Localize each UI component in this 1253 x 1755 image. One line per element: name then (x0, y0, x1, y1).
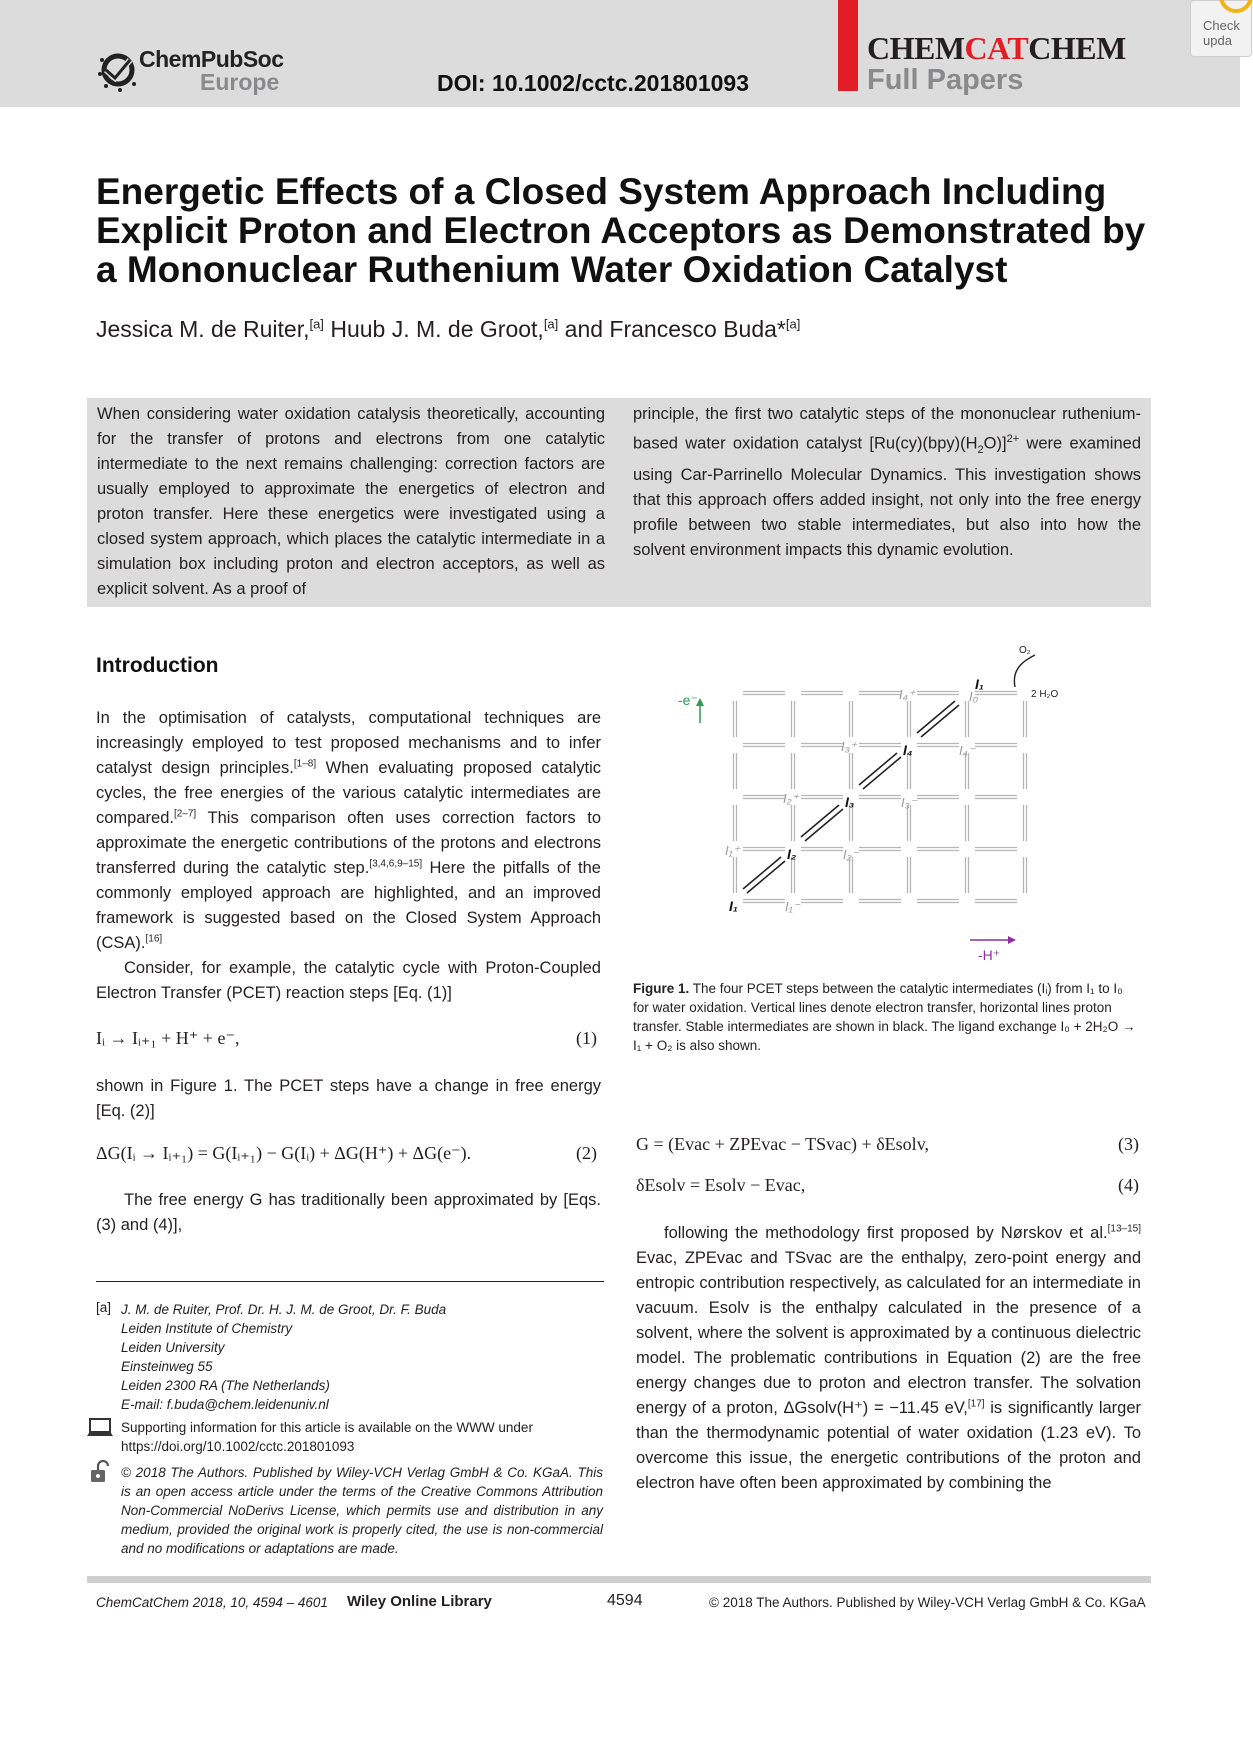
ref-1-8[interactable]: [1–8] (293, 758, 317, 770)
pcet-step-line (805, 809, 843, 841)
page-number: 4594 (607, 1592, 643, 1609)
label-i4-plus: I₄⁺ (899, 687, 915, 702)
logo-line2: Europe (200, 69, 280, 95)
proton-arrowhead (1008, 936, 1016, 944)
p1-text-a: In the optimisation of catalysts, computational techniques are increasingly employed to test proposed mechanisms and to infer catalyst design principles. (96, 709, 601, 777)
affiliation-line: Leiden University (121, 1340, 225, 1355)
label-minus-proton: -H⁺ (978, 947, 1001, 963)
figure-1-label: Figure 1. (633, 981, 690, 996)
open-access-lock-icon (88, 1460, 112, 1484)
ref-2-7[interactable]: [2–7] (173, 808, 197, 820)
ref-3-15[interactable]: [3,4,6,9–15] (369, 858, 423, 870)
logo-line1: ChemPubSoc (139, 46, 284, 72)
label-o2: O₂ (1019, 645, 1031, 656)
label-i1: I₁ (729, 898, 738, 914)
pcet-grid (696, 655, 1035, 944)
label-i1-plus: I₁⁺ (725, 843, 740, 858)
label-i2-minus: I₂⁻ (843, 847, 859, 862)
journal-part3: CHEM (1028, 30, 1126, 66)
affiliation-line: J. M. de Ruiter, Prof. Dr. H. J. M. de Groot, Dr. F. Buda (121, 1302, 447, 1317)
label-i3-plus: I₃⁺ (841, 739, 857, 754)
ref-16[interactable]: [16] (145, 933, 163, 945)
pcet-step-line (921, 705, 959, 737)
check-for-updates-button[interactable] (1190, 0, 1252, 57)
affiliation-line: Leiden Institute of Chemistry (121, 1321, 293, 1336)
abstract-left-column: When considering water oxidation catalysis theoretically, accounting for the transfer of protons and electrons from one catalytic intermediate to the next remains challenging: correction factors are usually employed to approximate the energetics of electron and proton transfer. Here these energetics were investigated using a closed system approach, which places the catalytic intermediate in a simulation box including proton and electron acceptors, as well as explicit solvent. As a proof of (97, 405, 605, 598)
label-i0: I₀ (969, 689, 979, 704)
author-1[interactable]: Jessica M. de Ruiter, (96, 316, 310, 342)
author-list (96, 316, 800, 343)
label-minus-electron: -e⁻ (678, 692, 698, 708)
equation-4-number: (4) (1118, 1175, 1139, 1195)
pcet-step-line (859, 753, 897, 785)
introduction-heading: Introduction (96, 654, 219, 677)
journal-red-bar (838, 0, 858, 91)
pcet-step-line (743, 857, 781, 889)
pcet-step-line (801, 805, 839, 837)
ref-17[interactable]: [17] (967, 1398, 985, 1410)
intro-paragraph-2: Consider, for example, the catalytic cycle with Proton-Coupled Electron Transfer (PCET) reaction steps [Eq. (1)] (96, 959, 601, 1002)
p5-text-a: following the methodology first proposed by Nørskov et al. (664, 1224, 1108, 1242)
equation-2-number: (2) (576, 1143, 597, 1163)
p1-text-d: Here the pitfalls of the commonly employed approach are highlighted, and an improved framework is suggested based on the Closed System Approach (CSA). (96, 859, 601, 952)
label-i4: I₄ (903, 742, 913, 758)
journal-name (867, 30, 1126, 67)
label-i2-plus: I₂⁺ (783, 791, 799, 806)
abstract-right-sup: 2+ (1006, 433, 1020, 445)
journal-part1: CHEM (867, 30, 965, 66)
p5-text-b: Evac, ZPEvac and TSvac are the enthalpy, zero-point energy and entropic contribution respectively, as calculated for an intermediate in vacuum. Esolv is the enthalpy calculated in the presence of a solvent, where the solvent is approximated by a continuous dielectric model. The problematic contributions in Equation (2) are the free energy changes due to proton and electron transfer. The solvation energy of a proton, ΔGsolv(H⁺) = −11.45 eV, (636, 1249, 1141, 1417)
figure-1-caption-text: The four PCET steps between the catalytic intermediates (Iᵢ) from I₁ to I₀ for water oxidation. Vertical lines denote electron transfer, horizontal lines proton transfer. Stable intermediates are shown in black. The ligand exchange I₀ + 2H₂O → I₁ + O₂ is also shown. (633, 981, 1136, 1053)
supporting-information-note[interactable]: Supporting information for this article is available on the WWW under https://doi.org/10.1002/cctc.201801093 (121, 1420, 533, 1454)
abstract-box (87, 398, 1151, 607)
equation-4: δEsolv = Esolv − Evac, (636, 1175, 806, 1195)
label-2h2o: 2 H₂O (1031, 689, 1059, 700)
affiliation-line: Einsteinweg 55 (121, 1359, 213, 1374)
journal-header (0, 0, 1240, 107)
author-2[interactable]: Huub J. M. de Groot, (323, 316, 544, 342)
laptop-icon (86, 1417, 114, 1439)
pcet-labels (678, 645, 1058, 963)
label-i4-minus: I₄⁻ (959, 743, 975, 758)
affiliation-line: Leiden 2300 RA (The Netherlands) (121, 1378, 330, 1393)
ligand-exchange-arrow (1014, 655, 1035, 687)
affiliation-email[interactable]: E-mail: f.buda@chem.leidenuniv.nl (121, 1397, 329, 1412)
abstract-right-sub: 2 (977, 443, 984, 456)
figure-1-caption (633, 979, 1141, 1055)
footer-copyright: © 2018 The Authors. Published by Wiley-VCH Verlag GmbH & Co. KGaA (709, 1595, 1146, 1610)
label-i1-minus: I₁⁻ (785, 899, 800, 914)
p1-text-c: This comparison often uses correction factors to approximate the energetic contributions of the protons and electrons transferred during the catalytic step. (96, 809, 601, 877)
equation-1-number: (1) (576, 1028, 597, 1048)
author-1-affiliation: [a] (309, 316, 324, 332)
footer-journal-reference: ChemCatChem 2018, 10, 4594 – 4601 (96, 1595, 328, 1610)
label-i3-minus: I₃⁻ (901, 795, 917, 810)
abstract-right-column (633, 402, 1141, 563)
label-i1-regenerated: I₁ (975, 676, 984, 692)
doi-link[interactable]: DOI: 10.1002/cctc.201801093 (437, 70, 750, 96)
right-paragraph-1 (636, 1221, 1141, 1496)
intro-paragraph-1 (96, 706, 601, 956)
intro-paragraph-3: shown in Figure 1. The PCET steps have a change in free energy [Eq. (2)] (96, 1077, 601, 1120)
article-title: Energetic Effects of a Closed System Approach Including Explicit Proton and Electron Acceptors as Demonstrated by a Mononuclear Ruthenium Water Oxidation Catalyst (96, 171, 1146, 290)
pcet-step-line (917, 701, 955, 733)
abstract-right-part1: principle, the first two catalytic steps of the mononuclear ruthenium-based water oxidation catalyst [Ru(cy)(bpy)(H (633, 405, 1141, 453)
author-3[interactable]: and Francesco Buda* (558, 316, 786, 342)
affiliation-block (121, 1300, 601, 1414)
label-i3: I₃ (845, 794, 855, 810)
p5-text-c: is significantly larger than the thermodynamic potential of water oxidation (1.23 eV). To overcome this issue, the energetic contributions of the proton and electron have often been approximated by combining the (636, 1399, 1142, 1492)
figure-1-pcet-scheme (678, 645, 1090, 968)
pcet-step-line (863, 757, 901, 789)
label-i2: I₂ (787, 846, 797, 862)
p1-text-b: When evaluating proposed catalytic cycles, the free energies of the various catalytic intermediates are compared. (96, 759, 601, 827)
license-note: © 2018 The Authors. Published by Wiley-VCH Verlag GmbH & Co. KGaA. This is an open access article under the terms of the Creative Commons Attribution Non-Commercial NoDerivs License, which permits use and distribution in any medium, provided the original work is properly cited, the use is non-commercial and no modifications or adaptations are made. (121, 1465, 603, 1556)
equation-3: G = (Evac + ZPEvac − TSvac) + δEsolv, (636, 1134, 930, 1154)
affiliation-tag: [a] (96, 1300, 112, 1315)
check-updates-icon (1219, 0, 1253, 13)
author-3-affiliation: [a] (785, 316, 801, 332)
chempubsoc-star-icon (96, 48, 140, 92)
section-label: Full Papers (867, 64, 1024, 96)
ref-13-15[interactable]: [13–15] (1107, 1223, 1141, 1235)
author-2-affiliation: [a] (543, 316, 559, 332)
check-updates-label: Check upda (1203, 18, 1240, 48)
pcet-step-line (747, 861, 785, 893)
equation-2: ΔG(Iᵢ → Iᵢ₊₁) = G(Iᵢ₊₁) − G(Iᵢ) + ΔG(H⁺) + ΔG(e⁻). (96, 1143, 472, 1163)
equation-3-number: (3) (1118, 1134, 1139, 1154)
footnote-divider (96, 1281, 604, 1282)
wiley-online-library-link[interactable]: Wiley Online Library (347, 1593, 492, 1610)
equation-1: Iᵢ → Iᵢ₊₁ + H⁺ + e⁻, (96, 1028, 240, 1048)
intro-paragraph-4: The free energy G has traditionally been approximated by [Eqs. (3) and (4)], (96, 1191, 601, 1234)
journal-part2: CAT (964, 30, 1029, 66)
abstract-right-part3: were examined using Car-Parrinello Molecular Dynamics. This investigation shows that this approach offers added insight, not only into the free energy profile between two stable intermediates, but also into how the solvent environment impacts this dynamic evolution. (633, 434, 1141, 559)
footer-divider (87, 1576, 1151, 1583)
abstract-right-part2: O)] (983, 434, 1007, 453)
